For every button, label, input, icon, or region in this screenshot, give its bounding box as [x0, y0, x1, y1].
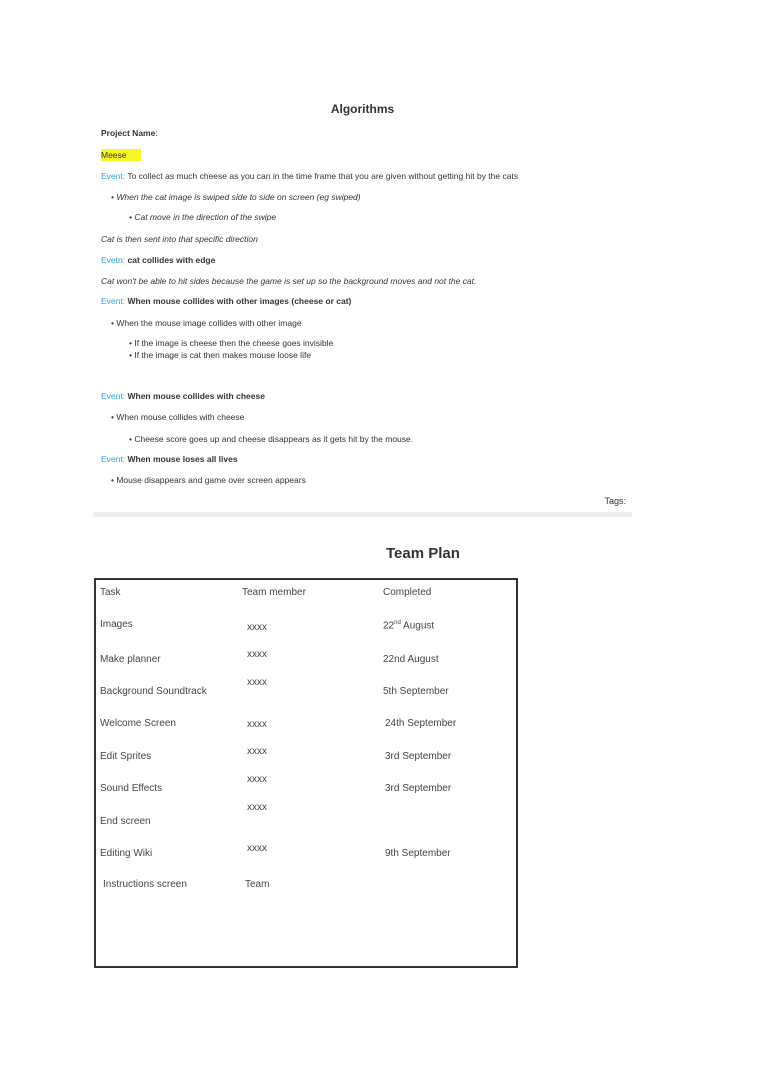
member-cell: xxxx [247, 649, 267, 660]
task-cell: Sound Effects [100, 783, 163, 794]
member-cell: xxxx [247, 677, 267, 688]
member-cell: xxxx [247, 719, 267, 730]
event-label: Event: [101, 391, 126, 401]
team-plan-title: Team Plan [386, 545, 460, 562]
event-text: When mouse collides with other images (cheese or cat) [127, 296, 352, 306]
event-text: When mouse loses all lives [127, 454, 238, 464]
project-name-value: Meese [101, 149, 141, 161]
completed-cell: 22nd August [383, 620, 435, 632]
completed-cell: 3rd September [385, 783, 452, 794]
bullet-text: Cheese score goes up and cheese disappears as it gets hit by the mouse. [134, 434, 414, 444]
completed-cell: 5th September [383, 686, 449, 697]
bullet-text: Cat move in the direction of the swipe [134, 212, 277, 222]
member-cell: xxxx [247, 774, 267, 785]
member-cell: xxxx [247, 746, 267, 757]
bullet-4: • When mouse collides with cheese [111, 412, 245, 422]
sub-bullet-4a: • Cheese score goes up and cheese disappears as it gets hit by the mouse. [129, 434, 414, 444]
tags-label: Tags: [604, 496, 626, 506]
sub-bullet-3b: • If the image is cat then makes mouse loose life [129, 350, 312, 360]
event-label: Event: [101, 454, 126, 464]
event-5 [101, 454, 238, 464]
completed-cell: 24th September [385, 718, 457, 729]
project-name-row [101, 128, 158, 138]
header-team-member: Team member [242, 587, 306, 598]
bullet-1: • When the cat image is swiped side to side on screen (eg swiped) [111, 192, 361, 202]
bullet-text: When the cat image is swiped side to side on screen (eg swiped) [116, 192, 361, 202]
event-label: Evetn: [101, 255, 126, 265]
task-cell: Images [100, 619, 133, 630]
event-label: Event: [101, 296, 126, 306]
bullet-text: If the image is cat then makes mouse loose life [134, 350, 312, 360]
project-name-value-row [101, 150, 141, 160]
member-cell: Team [245, 879, 270, 890]
event-label: Event: [101, 171, 126, 181]
task-cell: Make planner [100, 654, 161, 665]
completed-cell: 22nd August [383, 654, 439, 665]
text-2: Cat won't be able to hit sides because the game is set up so the background moves and not the cat. [101, 276, 477, 286]
member-cell: xxxx [247, 843, 267, 854]
algorithms-title: Algorithms [330, 102, 395, 116]
sub-bullet-1a: • Cat move in the direction of the swipe [129, 212, 277, 222]
header-completed: Completed [383, 587, 432, 598]
sub-bullet-3a: • If the image is cheese then the cheese goes invisible [129, 338, 334, 348]
header-task: Task [100, 587, 121, 598]
event-4 [101, 391, 265, 401]
bullet-5: • Mouse disappears and game over screen appears [111, 475, 306, 485]
bullet-text: When mouse collides with cheese [116, 412, 245, 422]
event-text: cat collides with edge [127, 255, 216, 265]
bullet-3: • When the mouse image collides with other image [111, 318, 302, 328]
task-cell: Welcome Screen [100, 718, 176, 729]
member-cell: xxxx [247, 802, 267, 813]
project-name-label: Project Name [101, 128, 156, 138]
event-3 [101, 296, 351, 306]
task-cell: Background Soundtrack [100, 686, 207, 697]
completed-cell: 9th September [385, 848, 451, 859]
member-cell: xxxx [247, 622, 267, 633]
task-cell: Editing Wiki [100, 848, 153, 859]
team-plan-table [94, 578, 518, 968]
project-name-colon: : [155, 128, 158, 138]
event-text: To collect as much cheese as you can in the time frame that you are given without getting hit by the cats [127, 171, 519, 181]
event-2 [101, 255, 215, 265]
event-text: When mouse collides with cheese [127, 391, 265, 401]
completed-cell: 3rd September [385, 751, 452, 762]
task-cell: End screen [100, 816, 151, 827]
text-1: Cat is then sent into that specific direction [101, 234, 258, 244]
bullet-text: When the mouse image collides with other image [116, 318, 302, 328]
bullet-text: Mouse disappears and game over screen appears [116, 475, 306, 485]
algorithms-panel [93, 92, 632, 517]
bullet-text: If the image is cheese then the cheese goes invisible [134, 338, 334, 348]
task-cell: Edit Sprites [100, 751, 152, 762]
task-cell: Instructions screen [103, 879, 187, 890]
event-1 [101, 171, 518, 181]
